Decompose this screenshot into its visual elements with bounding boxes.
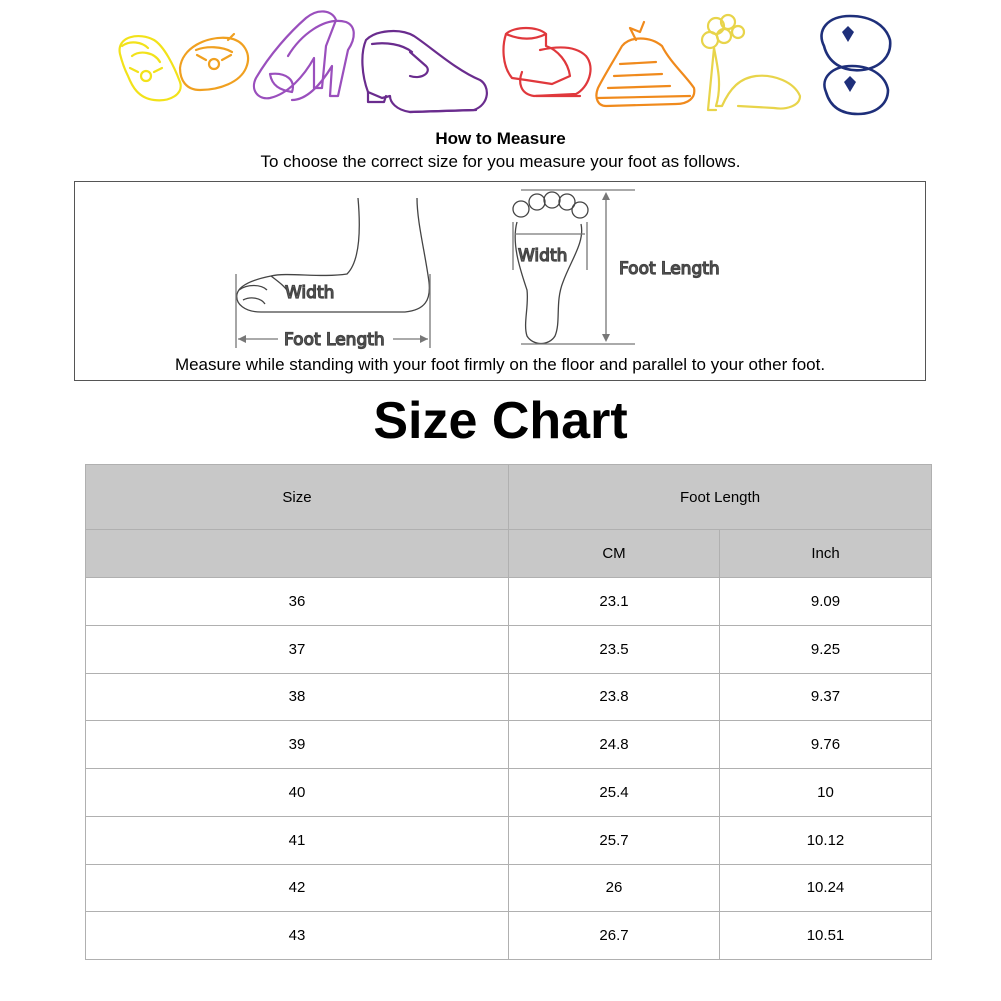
size-cell: 39	[86, 721, 509, 769]
purple-pumps-icon	[254, 11, 354, 100]
navy-slippers-icon	[822, 16, 891, 114]
inch-column-header: Inch	[720, 530, 932, 578]
shoe-illustrations	[110, 6, 900, 124]
inch-cell: 9.76	[720, 721, 932, 769]
cm-cell: 26.7	[509, 912, 720, 960]
size-cell: 43	[86, 912, 509, 960]
table-row	[86, 625, 932, 673]
table-row	[86, 816, 932, 864]
size-cell: 40	[86, 769, 509, 817]
table-row	[86, 864, 932, 912]
inch-cell: 10	[720, 769, 932, 817]
foot-length-column-header: Foot Length	[509, 465, 932, 530]
sole-foot-length-label: Foot Length	[619, 259, 720, 279]
table-row	[86, 578, 932, 626]
inch-cell: 10.24	[720, 864, 932, 912]
sole-width-label: Width	[518, 246, 568, 266]
yellow-flower-heel-icon	[702, 15, 800, 110]
measure-diagram-box	[74, 181, 926, 381]
cm-cell: 26	[509, 864, 720, 912]
size-chart-table	[85, 464, 932, 960]
size-cell: 36	[86, 578, 509, 626]
purple-loafer-icon	[362, 31, 487, 112]
measure-instruction: Measure while standing with your foot firmly on the floor and parallel to your other foot.	[174, 355, 826, 374]
red-boots-icon	[504, 28, 591, 96]
table-row	[86, 721, 932, 769]
cm-cell: 25.7	[509, 816, 720, 864]
how-to-measure-subtitle: To choose the correct size for you measure your foot as follows.	[260, 152, 741, 171]
orange-baby-shoe-icon	[180, 34, 248, 90]
cm-cell: 24.8	[509, 721, 720, 769]
table-subheader-row	[86, 530, 932, 578]
table-row	[86, 912, 932, 960]
size-cell: 38	[86, 673, 509, 721]
how-to-measure-title: How to Measure	[435, 129, 566, 148]
size-column-header: Size	[86, 465, 509, 530]
side-foot-length-label: Foot Length	[284, 330, 385, 350]
inch-cell: 9.09	[720, 578, 932, 626]
yellow-baby-shoes-icon	[120, 36, 181, 100]
size-cell: 37	[86, 625, 509, 673]
cm-cell: 25.4	[509, 769, 720, 817]
inch-cell: 10.51	[720, 912, 932, 960]
size-cell: 41	[86, 816, 509, 864]
inch-cell: 9.37	[720, 673, 932, 721]
foot-diagram	[75, 182, 925, 380]
cm-cell: 23.8	[509, 673, 720, 721]
inch-cell: 10.12	[720, 816, 932, 864]
size-subheader-empty	[86, 530, 509, 578]
table-header-row	[86, 465, 932, 530]
table-row	[86, 769, 932, 817]
sole-length-arrow	[521, 190, 635, 344]
cm-column-header: CM	[509, 530, 720, 578]
size-cell: 42	[86, 864, 509, 912]
orange-sneaker-icon	[596, 22, 694, 106]
table-row	[86, 673, 932, 721]
cm-cell: 23.5	[509, 625, 720, 673]
side-width-label: Width	[285, 283, 335, 303]
cm-cell: 23.1	[509, 578, 720, 626]
inch-cell: 9.25	[720, 625, 932, 673]
sole-foot-icon	[513, 192, 588, 344]
size-chart-title: Size Chart	[373, 392, 628, 450]
